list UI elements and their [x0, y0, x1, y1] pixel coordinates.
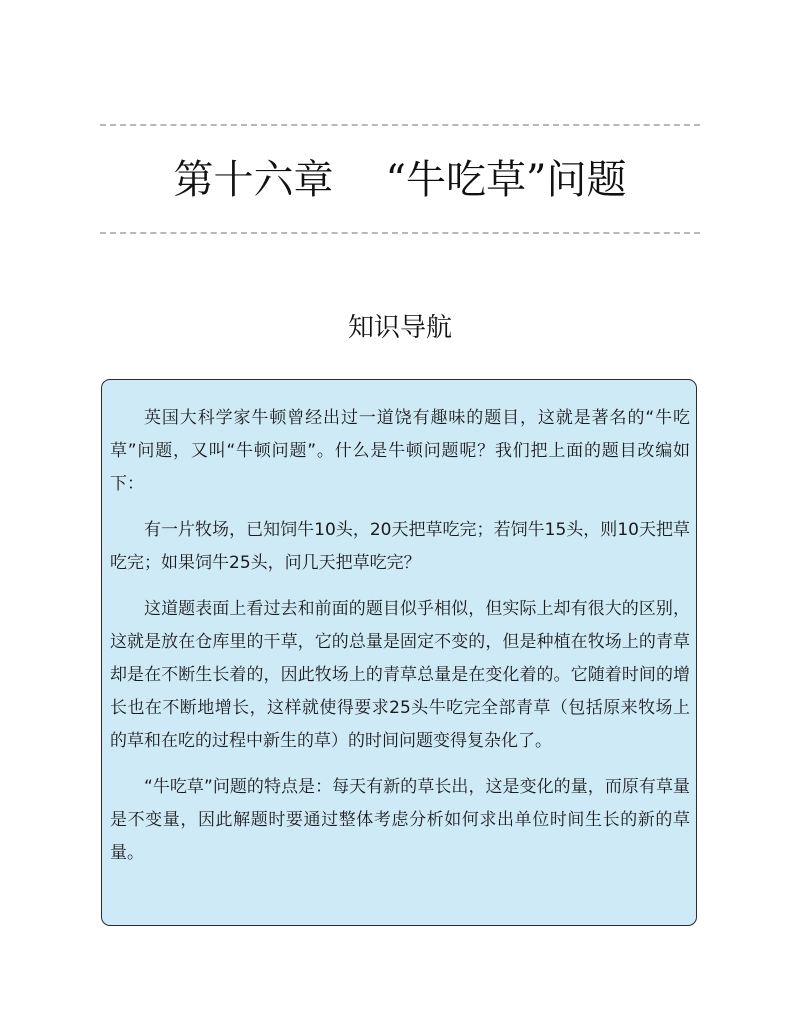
chapter-heading	[100, 150, 700, 210]
bottom-dashed-divider	[100, 232, 700, 234]
top-dashed-divider	[100, 124, 700, 126]
paragraph-features: “牛吃草”问题的特点是：每天有新的草长出，这是变化的量，而原有草量是不变量，因此解题时要通过整体考虑分析如何求出单位时间生长的新的草量。	[110, 777, 690, 863]
paragraph-intro: 英国大科学家牛顿曾经出过一道饶有趣味的题目，这就是著名的“牛吃草”问题，又叫“牛顿问题”。什么是牛顿问题呢？我们把上面的题目改编如下：	[110, 408, 690, 494]
chapter-number: 第十六章	[173, 157, 334, 203]
knowledge-box	[101, 379, 697, 926]
section-title: 知识导航	[347, 313, 452, 343]
paragraph-explanation: 这道题表面上看过去和前面的题目似乎相似，但实际上却有很大的区别，这就是放在仓库里的干草，它的总量是固定不变的，但是种植在牧场上的青草却是在不断生长着的，因此牧场上的青草总量是在变化着的。它随着时间的增长也在不断地增长，这样就使得要求25头牛吃完全部青草（包括原来牧场上的草和在吃的过程中新生的草）的时间问题变得复杂化了。	[110, 599, 690, 751]
paragraph-problem: 有一片牧场，已知饲牛10头，20天把草吃完；若饲牛15头，则10天把草吃完；如果饲牛25头，问几天把草吃完？	[110, 520, 690, 573]
chapter-title: “牛吃草”问题	[385, 157, 627, 203]
